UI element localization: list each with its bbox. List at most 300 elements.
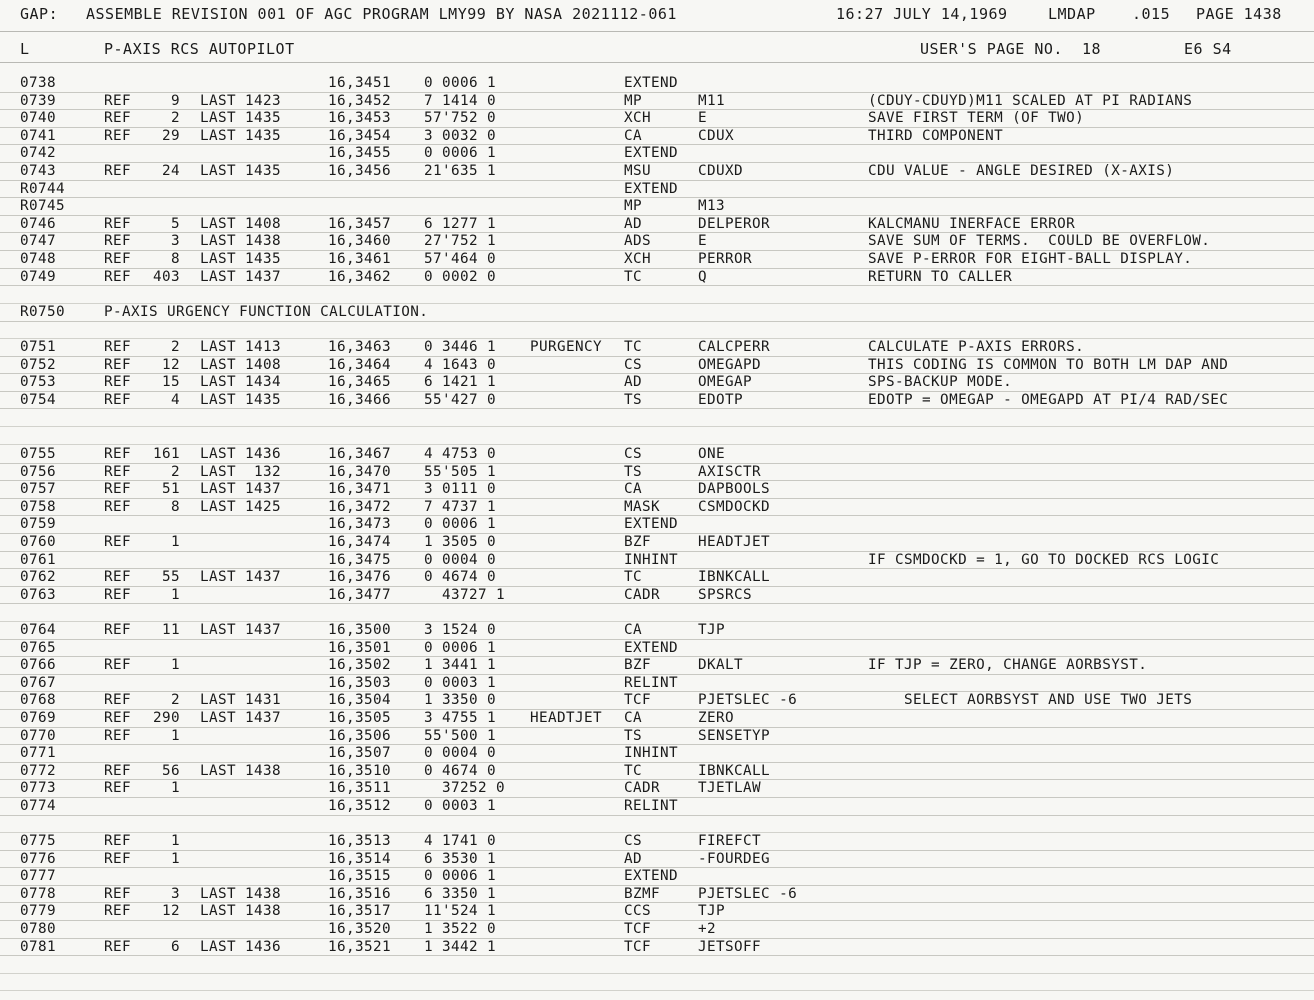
line-number: R0744 — [20, 180, 66, 197]
listing-row — [0, 657, 1314, 675]
line-number: 0780 — [20, 921, 57, 937]
last-reference: LAST 1435 — [200, 251, 282, 267]
line-number: 0740 — [20, 110, 57, 127]
ref-label: REF — [104, 657, 132, 674]
listing-row — [0, 181, 1314, 199]
blank-ruled-line — [0, 604, 1314, 622]
opcode: TCF — [624, 921, 652, 937]
object-code: 0 0004 0 — [424, 551, 497, 568]
object-code: 55'427 0 — [424, 391, 497, 408]
comment: SELECT AORBSYST AND USE TWO JETS — [868, 692, 1193, 709]
object-code: 1 3441 1 — [424, 657, 497, 674]
ref-count: 2 — [170, 339, 180, 355]
opcode: CA — [624, 622, 643, 638]
operand: TJP — [698, 903, 726, 920]
last-reference: LAST 1438 — [200, 903, 282, 920]
operand: TJP — [698, 622, 726, 638]
memory-address: 16,3500 — [328, 622, 392, 638]
listing-row — [0, 233, 1314, 251]
object-code: 3 4755 1 — [424, 710, 497, 726]
ref-label: REF — [104, 268, 132, 285]
ref-label: REF — [104, 233, 132, 250]
header-timestamp: 16:27 JULY 14,1969 — [836, 5, 1008, 23]
line-number: 0764 — [20, 622, 57, 638]
listing-row — [0, 216, 1314, 234]
operand: ONE — [698, 446, 726, 462]
opcode: MP — [624, 92, 643, 109]
memory-address: 16,3502 — [328, 657, 392, 674]
ref-count: 1 — [170, 727, 180, 744]
line-number: 0776 — [20, 850, 57, 867]
memory-address: 16,3471 — [328, 481, 392, 498]
opcode: AD — [624, 374, 643, 391]
last-reference: LAST 1437 — [200, 569, 282, 586]
line-number: 0779 — [20, 903, 57, 920]
object-code: 3 0032 0 — [424, 127, 497, 144]
object-code: 27'752 1 — [424, 233, 497, 250]
operand: CALCPERR — [698, 339, 771, 355]
object-code: 0 0006 1 — [424, 639, 497, 656]
opcode: BZMF — [624, 885, 661, 902]
operand: DAPBOOLS — [698, 481, 771, 498]
listing-row — [0, 692, 1314, 710]
memory-address: 16,3514 — [328, 850, 392, 867]
symbol-label: HEADTJET — [530, 710, 603, 726]
ref-count: 1 — [170, 780, 180, 797]
object-code: 6 3530 1 — [424, 850, 497, 867]
last-reference: LAST 132 — [200, 463, 282, 480]
object-code: 7 1414 0 — [424, 92, 497, 109]
comment: IF TJP = ZERO, CHANGE AORBSYST. — [868, 657, 1148, 674]
blank-ruled-line — [0, 409, 1314, 427]
memory-address: 16,3511 — [328, 780, 392, 797]
operand: EDOTP — [698, 391, 744, 408]
memory-address: 16,3470 — [328, 463, 392, 480]
ref-label: REF — [104, 938, 132, 955]
memory-address: 16,3451 — [328, 75, 392, 91]
memory-address: 16,3512 — [328, 798, 392, 814]
ref-label: REF — [104, 481, 132, 498]
object-code: 0 4674 0 — [424, 762, 497, 779]
opcode: EXTEND — [624, 180, 679, 197]
opcode: TS — [624, 727, 643, 744]
ref-label: REF — [104, 903, 132, 920]
opcode: MASK — [624, 498, 661, 515]
line-number: R0745 — [20, 198, 66, 215]
header-program: LMDAP — [1048, 5, 1096, 23]
user-page-number: USER'S PAGE NO. 18 — [920, 40, 1102, 58]
memory-address: 16,3452 — [328, 92, 392, 109]
subheader-rule — [0, 62, 1314, 63]
ref-label: REF — [104, 569, 132, 586]
last-reference: LAST 1435 — [200, 127, 282, 144]
ref-count: 15 — [161, 374, 180, 391]
object-code: 0 0003 1 — [424, 674, 497, 691]
opcode: CS — [624, 446, 643, 462]
operand: FIREFCT — [698, 833, 762, 849]
ref-label: REF — [104, 622, 132, 638]
ref-count: 8 — [170, 498, 180, 515]
listing-row — [0, 622, 1314, 640]
last-reference: LAST 1435 — [200, 110, 282, 127]
operand: JETSOFF — [698, 938, 762, 955]
comment: SAVE SUM OF TERMS. COULD BE OVERFLOW. — [868, 233, 1211, 250]
opcode: EXTEND — [624, 516, 679, 533]
memory-address: 16,3516 — [328, 885, 392, 902]
ref-label: REF — [104, 833, 132, 849]
section-line-number: R0750 — [20, 304, 66, 320]
operand: E — [698, 233, 708, 250]
listing-row — [0, 675, 1314, 693]
ref-count: 51 — [161, 481, 180, 498]
line-number: 0760 — [20, 534, 57, 550]
line-number: 0752 — [20, 356, 57, 373]
ref-label: REF — [104, 127, 132, 144]
listing-row — [0, 374, 1314, 392]
blank-ruled-line — [0, 322, 1314, 340]
line-number: 0770 — [20, 727, 57, 744]
ref-label: REF — [104, 498, 132, 515]
operand: PERROR — [698, 251, 753, 267]
ref-count: 2 — [170, 463, 180, 480]
line-number: 0757 — [20, 481, 57, 498]
listing-row — [0, 903, 1314, 921]
opcode: TC — [624, 569, 643, 586]
listing-row — [0, 75, 1314, 93]
memory-address: 16,3473 — [328, 516, 392, 533]
subheader-marker: L — [20, 40, 30, 58]
operand: PJETSLEC -6 — [698, 692, 798, 709]
ref-count: 12 — [161, 356, 180, 373]
ref-count: 161 — [152, 446, 180, 462]
listing-row — [0, 798, 1314, 816]
operand: M13 — [698, 198, 726, 215]
opcode: INHINT — [624, 551, 679, 568]
line-number: 0743 — [20, 163, 57, 179]
ref-count: 29 — [161, 127, 180, 144]
comment: RETURN TO CALLER — [868, 268, 1013, 285]
operand: OMEGAP — [698, 374, 753, 391]
memory-address: 16,3456 — [328, 163, 392, 179]
listing-row — [0, 499, 1314, 517]
listing-row — [0, 163, 1314, 181]
operand: OMEGAPD — [698, 356, 762, 373]
page-header — [0, 0, 1314, 30]
line-number: 0766 — [20, 657, 57, 674]
comment: (CDUY-CDUYD)M11 SCALED AT PI RADIANS — [868, 92, 1193, 109]
listing-row — [0, 145, 1314, 163]
operand: Q — [698, 268, 708, 285]
operand: M11 — [698, 92, 726, 109]
ref-count: 2 — [170, 692, 180, 709]
line-number: 0774 — [20, 798, 57, 814]
operand: TJETLAW — [698, 780, 762, 797]
object-code: 21'635 1 — [424, 163, 497, 179]
line-number: 0773 — [20, 780, 57, 797]
memory-address: 16,3455 — [328, 145, 392, 162]
line-number: 0758 — [20, 498, 57, 515]
opcode: EXTEND — [624, 145, 679, 162]
listing-row — [0, 939, 1314, 957]
listing-row — [0, 710, 1314, 728]
object-code: 57'464 0 — [424, 251, 497, 267]
object-code: 6 3350 1 — [424, 885, 497, 902]
line-number: 0777 — [20, 868, 57, 885]
object-code: 55'505 1 — [424, 463, 497, 480]
line-number: 0755 — [20, 446, 57, 462]
last-reference: LAST 1425 — [200, 498, 282, 515]
line-number: 0738 — [20, 75, 57, 91]
memory-address: 16,3520 — [328, 921, 392, 937]
object-code: 0 4674 0 — [424, 569, 497, 586]
operand: HEADTJET — [698, 534, 771, 550]
line-number: 0767 — [20, 674, 57, 691]
listing-row — [0, 392, 1314, 410]
opcode: TCF — [624, 692, 652, 709]
memory-address: 16,3457 — [328, 215, 392, 232]
object-code: 1 3522 0 — [424, 921, 497, 937]
memory-address: 16,3515 — [328, 868, 392, 885]
ref-label: REF — [104, 110, 132, 127]
listing-row — [0, 269, 1314, 287]
line-number: 0748 — [20, 251, 57, 267]
object-code: 0 0002 0 — [424, 268, 497, 285]
last-reference: LAST 1437 — [200, 481, 282, 498]
line-number: 0768 — [20, 692, 57, 709]
operand: CSMDOCKD — [698, 498, 771, 515]
ref-count: 1 — [170, 534, 180, 550]
operand: PJETSLEC -6 — [698, 885, 798, 902]
memory-address: 16,3513 — [328, 833, 392, 849]
memory-address: 16,3464 — [328, 356, 392, 373]
last-reference: LAST 1437 — [200, 622, 282, 638]
operand: SPSRCS — [698, 586, 753, 603]
last-reference: LAST 1436 — [200, 446, 282, 462]
listing-row — [0, 868, 1314, 886]
object-code: 1 3350 0 — [424, 692, 497, 709]
listing-row — [0, 921, 1314, 939]
comment: THIRD COMPONENT — [868, 127, 1004, 144]
subheader-title: P-AXIS RCS AUTOPILOT — [104, 40, 295, 58]
operand: IBNKCALL — [698, 569, 771, 586]
listing-row — [0, 851, 1314, 869]
object-code: 1 3442 1 — [424, 938, 497, 955]
line-number: 0756 — [20, 463, 57, 480]
opcode: TS — [624, 463, 643, 480]
section-heading — [0, 304, 1314, 322]
object-code: 6 1277 1 — [424, 215, 497, 232]
operand: CDUX — [698, 127, 735, 144]
comment: CALCULATE P-AXIS ERRORS. — [868, 339, 1085, 355]
comment: THIS CODING IS COMMON TO BOTH LM DAP AND — [868, 356, 1229, 373]
ref-count: 9 — [170, 92, 180, 109]
ref-count: 55 — [161, 569, 180, 586]
ref-count: 6 — [170, 938, 180, 955]
ref-count: 3 — [170, 885, 180, 902]
ref-label: REF — [104, 356, 132, 373]
comment: EDOTP = OMEGAP - OMEGAPD AT PI/4 RAD/SEC — [868, 391, 1229, 408]
ref-count: 12 — [161, 903, 180, 920]
line-number: 0754 — [20, 391, 57, 408]
object-code: 4 1741 0 — [424, 833, 497, 849]
opcode: EXTEND — [624, 639, 679, 656]
line-number: 0747 — [20, 233, 57, 250]
opcode: TS — [624, 391, 643, 408]
line-number: 0739 — [20, 92, 57, 109]
object-code: 0 0006 1 — [424, 516, 497, 533]
opcode: RELINT — [624, 798, 679, 814]
listing-row — [0, 587, 1314, 605]
opcode: CADR — [624, 780, 661, 797]
listing-row — [0, 833, 1314, 851]
ref-count: 1 — [170, 833, 180, 849]
memory-address: 16,3472 — [328, 498, 392, 515]
comment: SAVE P-ERROR FOR EIGHT-BALL DISPLAY. — [868, 251, 1193, 267]
last-reference: LAST 1438 — [200, 233, 282, 250]
object-code: 57'752 0 — [424, 110, 497, 127]
last-reference: LAST 1435 — [200, 391, 282, 408]
last-reference: LAST 1435 — [200, 163, 282, 179]
line-number: 0781 — [20, 938, 57, 955]
line-number: 0771 — [20, 745, 57, 762]
header-rule — [0, 31, 1314, 32]
blank-ruled-line — [0, 427, 1314, 445]
line-number: 0765 — [20, 639, 57, 656]
opcode: XCH — [624, 251, 652, 267]
ref-count: 4 — [170, 391, 180, 408]
listing-row — [0, 251, 1314, 269]
listing-row — [0, 728, 1314, 746]
memory-address: 16,3453 — [328, 110, 392, 127]
ref-count: 403 — [152, 268, 180, 285]
object-code: 7 4737 1 — [424, 498, 497, 515]
listing-row — [0, 745, 1314, 763]
line-number: 0761 — [20, 551, 57, 568]
last-reference: LAST 1437 — [200, 268, 282, 285]
operand: IBNKCALL — [698, 762, 771, 779]
symbol-label: PURGENCY — [530, 339, 603, 355]
opcode: CA — [624, 710, 643, 726]
listing-row — [0, 339, 1314, 357]
memory-address: 16,3506 — [328, 727, 392, 744]
last-reference: LAST 1434 — [200, 374, 282, 391]
ref-count: 8 — [170, 251, 180, 267]
listing-row — [0, 886, 1314, 904]
object-code: 37252 0 — [424, 780, 506, 797]
line-number: 0751 — [20, 339, 57, 355]
header-fraction: .015 — [1132, 5, 1171, 23]
ref-label: REF — [104, 92, 132, 109]
listing-row — [0, 534, 1314, 552]
memory-address: 16,3501 — [328, 639, 392, 656]
memory-address: 16,3504 — [328, 692, 392, 709]
comment: SPS-BACKUP MODE. — [868, 374, 1013, 391]
comment: IF CSMDOCKD = 1, GO TO DOCKED RCS LOGIC — [868, 551, 1220, 568]
line-number: 0772 — [20, 762, 57, 779]
memory-address: 16,3476 — [328, 569, 392, 586]
ref-label: REF — [104, 339, 132, 355]
object-code: 0 0006 1 — [424, 75, 497, 91]
opcode: CS — [624, 833, 643, 849]
opcode: CA — [624, 481, 643, 498]
comment: CDU VALUE - ANGLE DESIRED (X-AXIS) — [868, 163, 1175, 179]
listing-row — [0, 198, 1314, 216]
object-code: 6 1421 1 — [424, 374, 497, 391]
object-code: 0 0004 0 — [424, 745, 497, 762]
object-code: 0 0006 1 — [424, 868, 497, 885]
opcode: INHINT — [624, 745, 679, 762]
ref-label: REF — [104, 446, 132, 462]
operand: AXISCTR — [698, 463, 762, 480]
line-number: 0762 — [20, 569, 57, 586]
subheader-code: E6 S4 — [1184, 40, 1232, 58]
ref-label: REF — [104, 463, 132, 480]
ref-label: REF — [104, 780, 132, 797]
object-code: 0 0003 1 — [424, 798, 497, 814]
ref-count: 56 — [161, 762, 180, 779]
object-code: 43727 1 — [424, 586, 506, 603]
ref-label: REF — [104, 710, 132, 726]
memory-address: 16,3454 — [328, 127, 392, 144]
memory-address: 16,3467 — [328, 446, 392, 462]
section-title: P-AXIS URGENCY FUNCTION CALCULATION. — [104, 304, 429, 320]
ref-count: 1 — [170, 657, 180, 674]
listing-row — [0, 552, 1314, 570]
listing-row — [0, 481, 1314, 499]
object-code: 4 1643 0 — [424, 356, 497, 373]
listing-row — [0, 446, 1314, 464]
object-code: 1 3505 0 — [424, 534, 497, 550]
ref-label: REF — [104, 163, 132, 179]
opcode: BZF — [624, 534, 652, 550]
blank-ruled-line — [0, 974, 1314, 992]
listing-row — [0, 110, 1314, 128]
memory-address: 16,3477 — [328, 586, 392, 603]
opcode: CADR — [624, 586, 661, 603]
object-code: 0 3446 1 — [424, 339, 497, 355]
blank-ruled-line — [0, 816, 1314, 834]
ref-label: REF — [104, 534, 132, 550]
last-reference: LAST 1423 — [200, 92, 282, 109]
object-code: 11'524 1 — [424, 903, 497, 920]
opcode: TCF — [624, 938, 652, 955]
operand: +2 — [698, 921, 717, 937]
comment: KALCMANU INERFACE ERROR — [868, 215, 1076, 232]
operand: SENSETYP — [698, 727, 771, 744]
operand: ZERO — [698, 710, 735, 726]
line-number: 0775 — [20, 833, 57, 849]
ref-count: 5 — [170, 215, 180, 232]
listing-row — [0, 516, 1314, 534]
last-reference: LAST 1431 — [200, 692, 282, 709]
opcode: XCH — [624, 110, 652, 127]
ref-label: REF — [104, 215, 132, 232]
opcode: AD — [624, 850, 643, 867]
operand: -FOURDEG — [698, 850, 771, 867]
ref-label: REF — [104, 727, 132, 744]
line-number: 0753 — [20, 374, 57, 391]
memory-address: 16,3474 — [328, 534, 392, 550]
ref-count: 2 — [170, 110, 180, 127]
ref-label: REF — [104, 374, 132, 391]
ref-count: 11 — [161, 622, 180, 638]
object-code: 3 0111 0 — [424, 481, 497, 498]
ref-label: REF — [104, 885, 132, 902]
header-page-number: PAGE 1438 — [1196, 5, 1282, 23]
opcode: CA — [624, 127, 643, 144]
line-number: 0746 — [20, 215, 57, 232]
memory-address: 16,3460 — [328, 233, 392, 250]
